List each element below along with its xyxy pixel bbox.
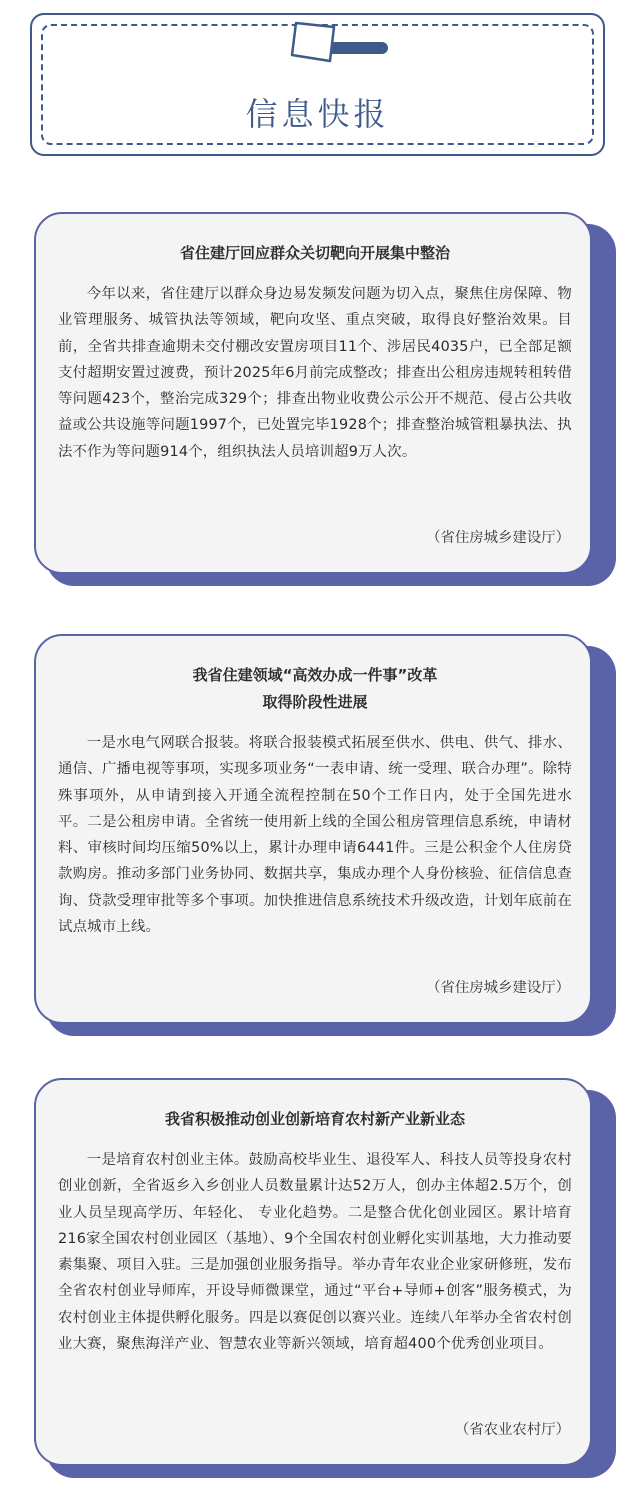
article-title-line: 省住建厅回应群众关切靶向开展集中整治 bbox=[179, 244, 450, 262]
article-source: （省住房城乡建设厅） bbox=[426, 980, 570, 996]
article-source: （省住房城乡建设厅） bbox=[426, 530, 570, 546]
card-content bbox=[34, 212, 592, 574]
article-title-line: 我省积极推动创业创新培育农村新产业新业态 bbox=[164, 1110, 465, 1128]
article-title bbox=[58, 662, 572, 716]
article-body: 今年以来，省住建厅以群众身边易发频发问题为切入点，聚焦住房保障、物业管理服务、城管执法等领域，靶向攻坚、重点突破，取得良好整治效果。目前，全省共排查逾期未交付棚改安置房项目11个、涉居民4035户，已全部足额支付超期安置过渡费，预计2025年6月前完成整改；排查出公租房违规转租转借等问题423个，整治完成329个；排查出物业收费公示公开不规范、侵占公共收益或公共设施等问题1997个，已处置完毕1928个；排查整治城管粗暴执法、执法不作为等问题914个，组织执法人员培训超9万人次。 bbox=[58, 286, 572, 460]
card-content bbox=[34, 1078, 592, 1466]
article-body: 一是培育农村创业主体。鼓励高校毕业生、退役军人、科技人员等投身农村创业创新，全省返乡入乡创业人员数量累计达52万人，创办主体超2.5万个，创业人员呈现高学历、年轻化、 专业化趋势。二是整合优化创业园区。累计培育216家全国农村创业园区（基地）、9个全国农村创业孵化实训基地，大力推动要素集聚、项目入驻。三是加强创业服务指导。举办青年农业企业家研修班，发布全省农村创业导师库，开设导师微课堂，通过“平台+导师+创客”服务模式，为农村创业主体提供孵化服务。四是以赛促创以赛兴业。连续八年举办全省农村创业大赛，聚焦海洋产业、智慧农业等新兴领域，培育超400个优秀创业项目。 bbox=[58, 1152, 572, 1353]
tag-icon bbox=[290, 15, 390, 71]
article-title bbox=[58, 1106, 572, 1133]
article-source: （省农业农村厅） bbox=[454, 1422, 570, 1438]
article-title bbox=[58, 240, 572, 267]
page-title: 信息快报 bbox=[245, 95, 390, 133]
article-title-line: 取得阶段性进展 bbox=[262, 693, 368, 711]
article-card-3 bbox=[34, 1078, 604, 1466]
article-title-line: 我省住建领域“高效办成一件事”改革 bbox=[192, 666, 438, 684]
card-content bbox=[34, 634, 592, 1024]
article-body: 一是水电气网联合报装。将联合报装模式拓展至供水、供电、供气、排水、通信、广播电视等事项，实现多项业务“一表申请、统一受理、联合办理”。除特殊事项外，从申请到接入开通全流程控制在50个工作日内，处于全国先进水平。二是公租房申请。全省统一使用新上线的全国公租房管理信息系统，申请材料、审核时间均压缩50%以上，累计办理申请6441件。三是公积金个人住房贷款购房。推动多部门业务协同、数据共享，集成办理个人身份核验、征信信息查询、贷款受理审批等多个事项。加快推进信息系统技术升级改造，计划年底前在试点城市上线。 bbox=[58, 735, 572, 936]
header-banner bbox=[30, 13, 605, 156]
article-card-1 bbox=[34, 212, 604, 574]
article-card-2 bbox=[34, 634, 604, 1024]
